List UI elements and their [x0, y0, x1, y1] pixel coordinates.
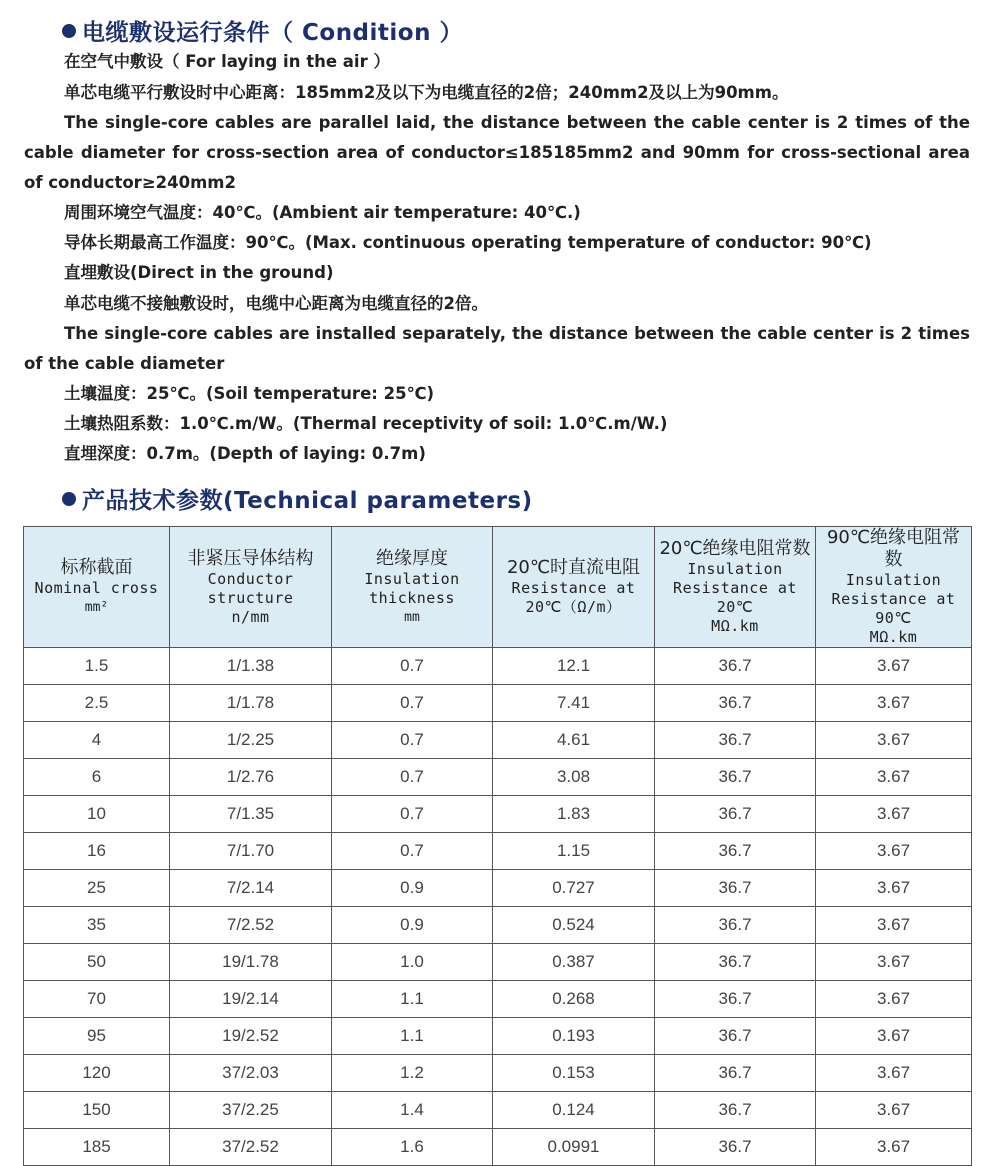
table-cell: 36.7	[655, 833, 816, 870]
table-cell: 0.727	[493, 870, 655, 907]
max-conductor-temperature: 导体长期最高工作温度：90℃。(Max. continuous operating temperature of conductor: 90℃)	[64, 233, 872, 252]
table-cell: 50	[24, 944, 170, 981]
table-cell: 36.7	[655, 1018, 816, 1055]
table-cell: 1/2.25	[170, 722, 332, 759]
table-cell: 1/2.76	[170, 759, 332, 796]
table-cell: 120	[24, 1055, 170, 1092]
table-cell: 3.67	[816, 981, 972, 1018]
column-header-dc-resistance	[493, 527, 655, 648]
column-header-insulation-resistance-90	[816, 527, 972, 648]
table-cell: 3.67	[816, 1129, 972, 1166]
header-en: Insulation thickness	[364, 569, 460, 607]
table-cell: 36.7	[655, 1092, 816, 1129]
table-cell: 1.5	[24, 648, 170, 685]
header-en: Resistance at	[511, 579, 636, 597]
table-cell: 0.9	[332, 870, 493, 907]
technical-parameters-table	[23, 526, 972, 1166]
table-cell: 19/2.52	[170, 1018, 332, 1055]
table-cell: 36.7	[655, 685, 816, 722]
soil-temperature: 土壤温度：25℃。(Soil temperature: 25℃)	[64, 384, 435, 403]
table-cell: 36.7	[655, 944, 816, 981]
table-cell: 37/2.03	[170, 1055, 332, 1092]
table-cell: 0.7	[332, 759, 493, 796]
table-row	[24, 907, 972, 944]
table-cell: 0.524	[493, 907, 655, 944]
table-cell: 70	[24, 981, 170, 1018]
table-row	[24, 1018, 972, 1055]
table-cell: 185	[24, 1129, 170, 1166]
header-zh: 20℃时直流电阻	[506, 557, 641, 578]
air-spacing-zh: 单芯电缆平行敷设时中心距离：185mm2及以下为电缆直径的2倍；240mm2及以上为90mm。	[64, 83, 789, 102]
table-cell: 36.7	[655, 981, 816, 1018]
header-zh: 90℃绝缘电阻常数	[826, 527, 961, 570]
table-cell: 2.5	[24, 685, 170, 722]
table-cell: 19/2.14	[170, 981, 332, 1018]
table-row	[24, 1055, 972, 1092]
table-row	[24, 722, 972, 759]
table-row	[24, 796, 972, 833]
table-cell: 0.153	[493, 1055, 655, 1092]
table-body	[24, 648, 972, 1166]
header-zh: 标称截面	[60, 557, 133, 578]
air-spacing-en: The single-core cables are parallel laid, the distance between the cable center is 2 times of the cable diameter for cross-section area of conductor≤185185mm2 and 90mm for cross-sectional area of conductor≥240mm2	[24, 113, 970, 192]
table-cell: 35	[24, 907, 170, 944]
laying-depth: 直埋深度：0.7m。(Depth of laying: 0.7m)	[64, 444, 426, 463]
table-cell: 95	[24, 1018, 170, 1055]
table-cell: 7/2.14	[170, 870, 332, 907]
header-unit: MΩ.km	[711, 617, 759, 635]
table-cell: 0.7	[332, 685, 493, 722]
table-row	[24, 1129, 972, 1166]
table-cell: 0.124	[493, 1092, 655, 1129]
table-cell: 10	[24, 796, 170, 833]
table-cell: 7.41	[493, 685, 655, 722]
table-row	[24, 981, 972, 1018]
column-header-insulation-resistance-20	[655, 527, 816, 648]
table-cell: 36.7	[655, 1129, 816, 1166]
table-cell: 1/1.78	[170, 685, 332, 722]
table-cell: 3.67	[816, 722, 972, 759]
table-cell: 25	[24, 870, 170, 907]
table-cell: 16	[24, 833, 170, 870]
header-en: Insulation Resistance at 90℃	[831, 571, 956, 627]
table-row	[24, 870, 972, 907]
table-cell: 3.67	[816, 685, 972, 722]
technical-heading-text: 产品技术参数(Technical parameters)	[82, 488, 533, 514]
table-cell: 4.61	[493, 722, 655, 759]
header-zh: 绝缘厚度	[376, 547, 448, 569]
table-cell: 7/2.52	[170, 907, 332, 944]
table-cell: 4	[24, 722, 170, 759]
table-cell: 150	[24, 1092, 170, 1129]
table-cell: 1.6	[332, 1129, 493, 1166]
table-cell: 3.67	[816, 944, 972, 981]
table-cell: 3.67	[816, 796, 972, 833]
column-header-insulation-thickness	[332, 527, 493, 648]
header-zh: 非紧压导体结构	[187, 547, 314, 569]
table-cell: 36.7	[655, 759, 816, 796]
table-cell: 36.7	[655, 907, 816, 944]
table-cell: 1.1	[332, 1018, 493, 1055]
header-zh: 20℃绝缘电阻常数	[659, 538, 811, 559]
table-row	[24, 944, 972, 981]
table-cell: 1.4	[332, 1092, 493, 1129]
table-cell: 3.67	[816, 1055, 972, 1092]
table-cell: 1/1.38	[170, 648, 332, 685]
table-cell: 3.08	[493, 759, 655, 796]
table-cell: 12.1	[493, 648, 655, 685]
header-unit: mm²	[84, 600, 109, 615]
table-cell: 3.67	[816, 1092, 972, 1129]
table-cell: 3.67	[816, 907, 972, 944]
column-header-conductor-structure	[170, 527, 332, 648]
table-cell: 0.9	[332, 907, 493, 944]
table-cell: 1.0	[332, 944, 493, 981]
table-row	[24, 648, 972, 685]
table-cell: 1.1	[332, 981, 493, 1018]
table-cell: 3.67	[816, 870, 972, 907]
table-cell: 1.2	[332, 1055, 493, 1092]
table-cell: 0.0991	[493, 1129, 655, 1166]
table-cell: 6	[24, 759, 170, 796]
table-cell: 36.7	[655, 796, 816, 833]
ground-laying-title: 直埋敷设(Direct in the ground)	[64, 263, 334, 282]
condition-heading-text: 电缆敷设运行条件（ Condition ）	[82, 20, 463, 46]
table-cell: 1.83	[493, 796, 655, 833]
table-cell: 1.15	[493, 833, 655, 870]
table-cell: 36.7	[655, 648, 816, 685]
table-row	[24, 833, 972, 870]
table-cell: 0.7	[332, 722, 493, 759]
column-header-nominal-cross	[24, 527, 170, 648]
table-cell: 7/1.35	[170, 796, 332, 833]
table-cell: 36.7	[655, 722, 816, 759]
table-cell: 19/1.78	[170, 944, 332, 981]
header-en: Nominal cross	[34, 579, 159, 597]
header-unit: 20℃（Ω/m）	[525, 598, 622, 616]
ground-spacing-zh: 单芯电缆不接触敷设时，电缆中心距离为电缆直径的2倍。	[64, 294, 488, 313]
table-row	[24, 685, 972, 722]
table-cell: 0.7	[332, 648, 493, 685]
soil-thermal-resistivity: 土壤热阻系数：1.0℃.m/W。(Thermal receptivity of soil: 1.0℃.m/W.)	[64, 414, 668, 433]
header-unit: MΩ.km	[869, 628, 918, 646]
table-cell: 0.7	[332, 796, 493, 833]
bullet-icon	[62, 24, 76, 38]
header-en: Conductor structure	[207, 569, 294, 607]
table-cell: 37/2.25	[170, 1092, 332, 1129]
table-cell: 37/2.52	[170, 1129, 332, 1166]
table-cell: 36.7	[655, 1055, 816, 1092]
table-cell: 0.387	[493, 944, 655, 981]
table-cell: 3.67	[816, 833, 972, 870]
table-header-row	[24, 527, 972, 648]
header-unit: n/mm	[231, 607, 270, 626]
technical-heading	[62, 482, 533, 515]
air-laying-title: 在空气中敷设（ For laying in the air ）	[64, 52, 390, 71]
table-row	[24, 759, 972, 796]
table-cell: 3.67	[816, 1018, 972, 1055]
header-en: Insulation Resistance at 20℃	[673, 560, 797, 616]
table-cell: 0.268	[493, 981, 655, 1018]
condition-heading	[62, 14, 463, 47]
ambient-air-temperature: 周围环境空气温度：40℃。(Ambient air temperature: 40℃.)	[64, 203, 581, 222]
table-cell: 0.7	[332, 833, 493, 870]
table-cell: 0.193	[493, 1018, 655, 1055]
table-cell: 3.67	[816, 759, 972, 796]
table-row	[24, 1092, 972, 1129]
bullet-icon	[62, 492, 76, 506]
table-cell: 7/1.70	[170, 833, 332, 870]
table-cell: 36.7	[655, 870, 816, 907]
header-unit: mm	[404, 609, 420, 625]
table-cell: 3.67	[816, 648, 972, 685]
ground-spacing-en: The single-core cables are installed separately, the distance between the cable center is 2 times of the cable diameter	[24, 324, 970, 373]
